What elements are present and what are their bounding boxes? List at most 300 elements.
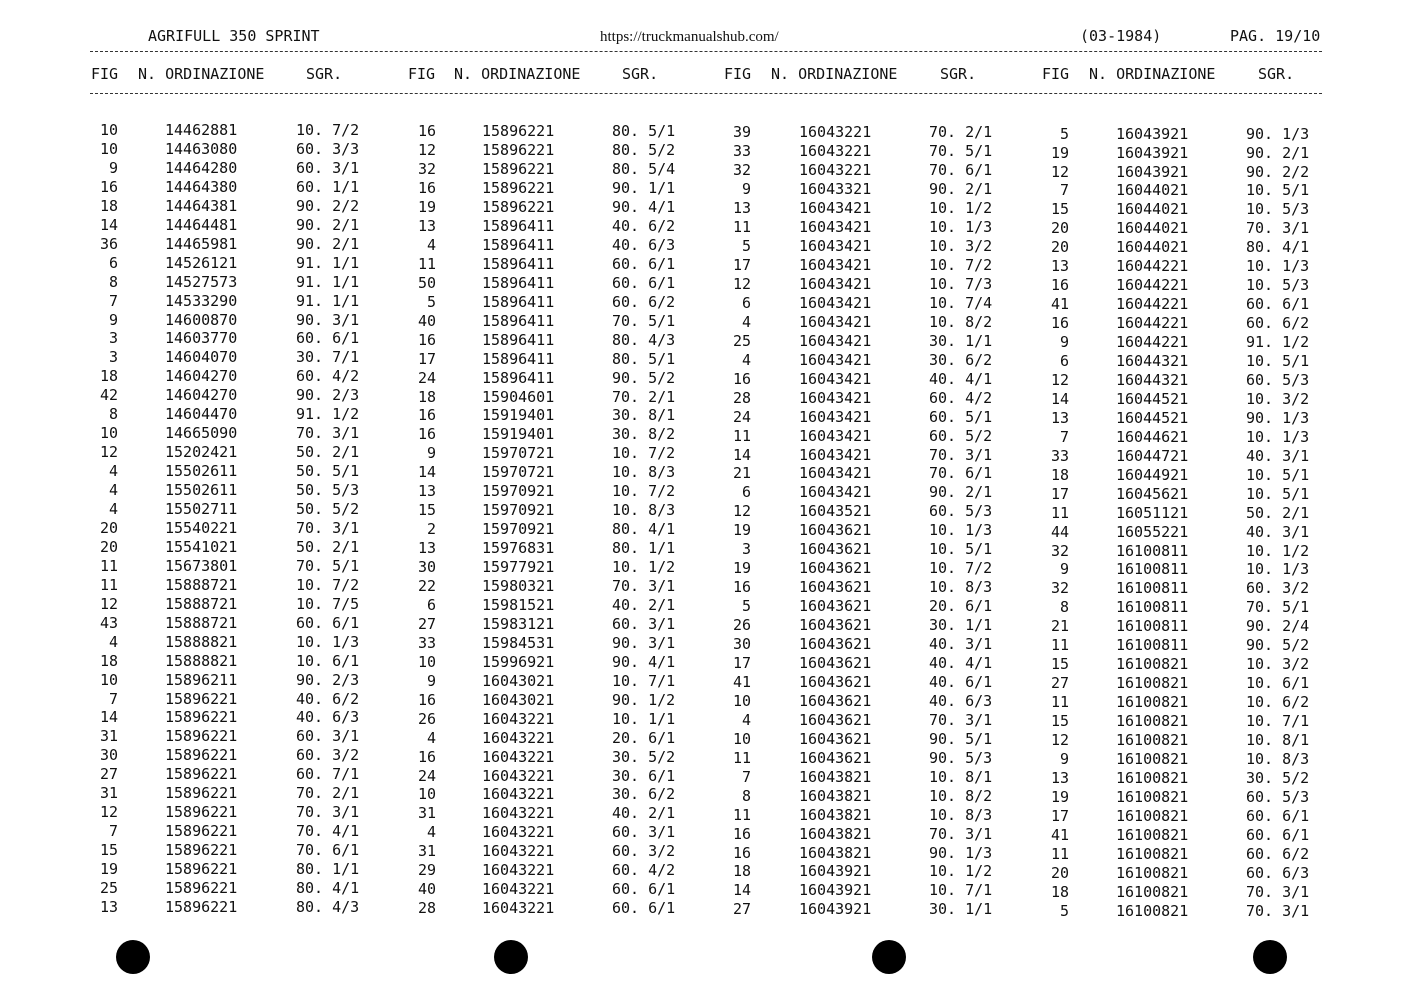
table-cell-fig: 4 (108, 500, 118, 518)
table-cell-fig: 13 (1050, 409, 1069, 427)
table-cell-order-number: 16100821 (1116, 769, 1189, 787)
table-cell-fig: 16 (732, 844, 751, 862)
table-cell-fig: 28 (417, 899, 436, 917)
table-cell-fig: 11 (1050, 504, 1069, 522)
table-cell-sgr: 90. 4/1 (612, 653, 676, 671)
table-cell-sgr: 10. 7/2 (296, 121, 360, 139)
table-cell-sgr: 10. 6/2 (1246, 693, 1310, 711)
table-cell-fig: 26 (417, 710, 436, 728)
table-cell-sgr: 10. 1/1 (612, 710, 676, 728)
table-cell-order-number: 14464380 (165, 178, 238, 196)
table-cell-order-number: 14665090 (165, 424, 238, 442)
table-cell-fig: 4 (741, 351, 751, 369)
table-cell-sgr: 10. 5/1 (1246, 485, 1310, 503)
table-cell-fig: 27 (1050, 674, 1069, 692)
table-cell-order-number: 16043421 (799, 408, 872, 426)
table-cell-order-number: 15970721 (482, 444, 555, 462)
table-cell-fig: 19 (1050, 788, 1069, 806)
table-cell-sgr: 60. 3/1 (612, 823, 676, 841)
table-cell-sgr: 30. 1/1 (929, 332, 993, 350)
table-cell-sgr: 90. 4/1 (612, 198, 676, 216)
table-cell-order-number: 16043321 (799, 180, 872, 198)
table-cell-fig: 12 (732, 275, 751, 293)
table-cell-fig: 9 (108, 159, 118, 177)
table-cell-order-number: 16100821 (1116, 655, 1189, 673)
table-cell-fig: 11 (732, 427, 751, 445)
table-cell-fig: 18 (1050, 883, 1069, 901)
table-cell-fig: 9 (1059, 560, 1069, 578)
table-cell-sgr: 70. 3/1 (929, 825, 993, 843)
table-cell-fig: 20 (1050, 864, 1069, 882)
table-cell-sgr: 30. 6/2 (612, 785, 676, 803)
table-cell-order-number: 16043421 (799, 237, 872, 255)
table-cell-sgr: 70. 2/1 (929, 123, 993, 141)
table-cell-order-number: 16044221 (1116, 333, 1189, 351)
table-cell-fig: 17 (417, 350, 436, 368)
table-cell-order-number: 15976831 (482, 539, 555, 557)
table-cell-order-number: 15888721 (165, 614, 238, 632)
table-cell-order-number: 15977921 (482, 558, 555, 576)
table-cell-fig: 19 (732, 521, 751, 539)
table-cell-fig: 26 (732, 616, 751, 634)
table-cell-order-number: 16043221 (482, 804, 555, 822)
table-cell-sgr: 40. 3/1 (1246, 523, 1310, 541)
table-cell-sgr: 90. 5/2 (1246, 636, 1310, 654)
column-header-order-number: N. ORDINAZIONE (454, 65, 581, 83)
table-cell-sgr: 10. 1/2 (1246, 542, 1310, 560)
table-cell-sgr: 91. 1/1 (296, 254, 360, 272)
table-cell-sgr: 90. 2/1 (929, 180, 993, 198)
table-cell-sgr: 40. 6/1 (929, 673, 993, 691)
table-cell-sgr: 90. 2/1 (1246, 144, 1310, 162)
column-header-order-number: N. ORDINAZIONE (1089, 65, 1216, 83)
table-cell-fig: 4 (426, 729, 436, 747)
table-cell-fig: 14 (732, 881, 751, 899)
table-cell-sgr: 60. 5/1 (929, 408, 993, 426)
table-cell-sgr: 70. 5/1 (296, 557, 360, 575)
table-cell-order-number: 14464280 (165, 159, 238, 177)
table-cell-fig: 16 (417, 406, 436, 424)
table-cell-fig: 36 (99, 235, 118, 253)
table-cell-fig: 12 (1050, 371, 1069, 389)
table-cell-fig: 12 (732, 502, 751, 520)
table-cell-fig: 16 (1050, 314, 1069, 332)
table-cell-sgr: 90. 5/1 (929, 730, 993, 748)
table-cell-order-number: 16044221 (1116, 314, 1189, 332)
table-cell-order-number: 16044921 (1116, 466, 1189, 484)
table-cell-sgr: 30. 6/1 (612, 767, 676, 785)
table-cell-sgr: 70. 3/1 (296, 803, 360, 821)
table-cell-fig: 32 (1050, 579, 1069, 597)
table-cell-sgr: 10. 1/3 (1246, 257, 1310, 275)
table-cell-sgr: 60. 6/1 (1246, 807, 1310, 825)
table-cell-sgr: 90. 2/2 (296, 197, 360, 215)
table-cell-order-number: 16055221 (1116, 523, 1189, 541)
table-cell-sgr: 91. 1/1 (296, 273, 360, 291)
table-cell-order-number: 16043421 (799, 275, 872, 293)
table-cell-fig: 12 (99, 443, 118, 461)
table-cell-sgr: 10. 1/2 (929, 199, 993, 217)
table-cell-order-number: 15904601 (482, 388, 555, 406)
table-cell-order-number: 16043421 (799, 332, 872, 350)
table-cell-order-number: 16100811 (1116, 579, 1189, 597)
table-cell-sgr: 50. 5/3 (296, 481, 360, 499)
table-cell-order-number: 15502711 (165, 500, 238, 518)
table-cell-fig: 9 (426, 444, 436, 462)
table-cell-sgr: 70. 5/1 (612, 312, 676, 330)
table-cell-order-number: 16043921 (1116, 163, 1189, 181)
table-cell-order-number: 15896221 (165, 784, 238, 802)
table-cell-sgr: 40. 6/2 (612, 217, 676, 235)
table-cell-sgr: 91. 1/2 (1246, 333, 1310, 351)
table-cell-order-number: 16044021 (1116, 181, 1189, 199)
table-cell-sgr: 80. 1/1 (612, 539, 676, 557)
table-cell-fig: 11 (1050, 845, 1069, 863)
table-cell-order-number: 16043821 (799, 787, 872, 805)
table-cell-fig: 11 (732, 749, 751, 767)
table-cell-sgr: 30. 5/2 (612, 748, 676, 766)
table-cell-order-number: 16043621 (799, 578, 872, 596)
table-cell-fig: 18 (99, 197, 118, 215)
table-cell-sgr: 60. 6/2 (1246, 845, 1310, 863)
table-cell-fig: 8 (108, 405, 118, 423)
table-cell-sgr: 60. 6/1 (612, 255, 676, 273)
table-cell-fig: 4 (108, 462, 118, 480)
table-cell-fig: 32 (1050, 542, 1069, 560)
table-cell-order-number: 15888821 (165, 652, 238, 670)
table-cell-sgr: 10. 5/3 (1246, 200, 1310, 218)
table-cell-fig: 7 (1059, 181, 1069, 199)
table-cell-fig: 16 (417, 179, 436, 197)
table-cell-fig: 9 (741, 180, 751, 198)
table-cell-order-number: 16043621 (799, 521, 872, 539)
table-cell-order-number: 16043421 (799, 256, 872, 274)
table-cell-sgr: 40. 3/1 (929, 635, 993, 653)
table-cell-order-number: 15896221 (482, 141, 555, 159)
table-cell-sgr: 90. 3/1 (296, 311, 360, 329)
table-cell-fig: 18 (99, 652, 118, 670)
table-cell-order-number: 16043221 (482, 899, 555, 917)
table-cell-sgr: 60. 6/1 (1246, 295, 1310, 313)
table-cell-sgr: 80. 4/1 (612, 520, 676, 538)
table-cell-order-number: 15896411 (482, 331, 555, 349)
table-cell-sgr: 70. 3/1 (929, 446, 993, 464)
table-cell-fig: 30 (417, 558, 436, 576)
table-cell-order-number: 16044521 (1116, 390, 1189, 408)
table-cell-sgr: 80. 1/1 (296, 860, 360, 878)
table-cell-order-number: 16043921 (1116, 144, 1189, 162)
table-cell-order-number: 16044621 (1116, 428, 1189, 446)
table-cell-fig: 19 (417, 198, 436, 216)
table-cell-fig: 4 (108, 481, 118, 499)
table-cell-sgr: 70. 2/1 (296, 784, 360, 802)
table-cell-fig: 19 (732, 559, 751, 577)
table-cell-fig: 12 (99, 595, 118, 613)
table-cell-order-number: 16100821 (1116, 883, 1189, 901)
table-cell-sgr: 90. 2/2 (1246, 163, 1310, 181)
table-cell-order-number: 14604070 (165, 348, 238, 366)
binder-hole (1253, 940, 1287, 974)
table-cell-fig: 27 (99, 765, 118, 783)
table-cell-fig: 14 (99, 216, 118, 234)
table-cell-fig: 14 (1050, 390, 1069, 408)
table-cell-fig: 20 (1050, 219, 1069, 237)
table-cell-sgr: 20. 6/1 (612, 729, 676, 747)
table-cell-order-number: 16100821 (1116, 712, 1189, 730)
table-cell-order-number: 15896221 (165, 879, 238, 897)
table-cell-order-number: 15896221 (165, 860, 238, 878)
table-cell-order-number: 16100821 (1116, 788, 1189, 806)
table-cell-sgr: 10. 7/2 (929, 559, 993, 577)
table-cell-order-number: 16043221 (482, 842, 555, 860)
table-cell-sgr: 60. 1/1 (296, 178, 360, 196)
table-cell-fig: 18 (99, 367, 118, 385)
table-cell-fig: 13 (417, 217, 436, 235)
table-cell-fig: 24 (417, 369, 436, 387)
table-cell-sgr: 90. 2/4 (1246, 617, 1310, 635)
table-cell-sgr: 90. 2/1 (296, 235, 360, 253)
binder-hole (872, 940, 906, 974)
table-cell-order-number: 14604470 (165, 405, 238, 423)
table-cell-fig: 41 (1050, 295, 1069, 313)
table-cell-fig: 19 (1050, 144, 1069, 162)
table-cell-fig: 2 (426, 520, 436, 538)
table-cell-order-number: 15980321 (482, 577, 555, 595)
table-cell-order-number: 15896221 (165, 841, 238, 859)
table-cell-fig: 16 (732, 825, 751, 843)
table-cell-order-number: 15996921 (482, 653, 555, 671)
table-cell-fig: 17 (1050, 807, 1069, 825)
table-cell-order-number: 16044221 (1116, 295, 1189, 313)
table-cell-order-number: 15896411 (482, 350, 555, 368)
table-cell-sgr: 10. 5/3 (1246, 276, 1310, 294)
table-cell-fig: 14 (99, 708, 118, 726)
table-cell-fig: 10 (417, 785, 436, 803)
table-cell-sgr: 10. 8/1 (1246, 731, 1310, 749)
table-cell-order-number: 16100811 (1116, 636, 1189, 654)
table-cell-fig: 8 (1059, 598, 1069, 616)
column-header-sgr: SGR. (1258, 65, 1295, 83)
table-cell-fig: 43 (99, 614, 118, 632)
table-cell-fig: 9 (1059, 750, 1069, 768)
column-header-sgr: SGR. (622, 65, 659, 83)
table-cell-order-number: 16043421 (799, 351, 872, 369)
table-cell-fig: 16 (417, 748, 436, 766)
binder-hole (116, 940, 150, 974)
table-cell-sgr: 30. 5/2 (1246, 769, 1310, 787)
table-cell-fig: 20 (99, 538, 118, 556)
table-cell-order-number: 15896411 (482, 369, 555, 387)
table-cell-fig: 16 (417, 331, 436, 349)
table-cell-order-number: 16100811 (1116, 617, 1189, 635)
table-cell-fig: 4 (741, 711, 751, 729)
table-cell-order-number: 16043221 (482, 861, 555, 879)
table-cell-sgr: 10. 3/2 (1246, 655, 1310, 673)
table-cell-fig: 15 (417, 501, 436, 519)
table-cell-order-number: 16043221 (482, 767, 555, 785)
table-cell-sgr: 60. 6/2 (1246, 314, 1310, 332)
table-cell-sgr: 10. 7/2 (296, 576, 360, 594)
table-cell-fig: 5 (426, 293, 436, 311)
table-cell-fig: 31 (99, 784, 118, 802)
table-cell-fig: 18 (417, 388, 436, 406)
table-cell-fig: 17 (732, 256, 751, 274)
table-cell-sgr: 60. 6/1 (296, 614, 360, 632)
table-cell-fig: 16 (732, 578, 751, 596)
table-cell-order-number: 16043421 (799, 427, 872, 445)
table-cell-order-number: 15896221 (165, 746, 238, 764)
table-cell-sgr: 90. 1/3 (929, 844, 993, 862)
table-cell-fig: 27 (417, 615, 436, 633)
table-cell-sgr: 60. 7/1 (296, 765, 360, 783)
table-cell-order-number: 16043921 (799, 881, 872, 899)
table-cell-fig: 10 (732, 730, 751, 748)
table-cell-fig: 16 (99, 178, 118, 196)
table-cell-sgr: 10. 7/2 (612, 482, 676, 500)
table-cell-fig: 31 (417, 804, 436, 822)
table-cell-sgr: 60. 6/1 (296, 329, 360, 347)
table-cell-fig: 11 (417, 255, 436, 273)
table-cell-sgr: 60. 3/2 (612, 842, 676, 860)
table-cell-sgr: 10. 7/2 (612, 444, 676, 462)
table-cell-sgr: 10. 5/1 (1246, 352, 1310, 370)
table-cell-order-number: 16100821 (1116, 864, 1189, 882)
table-cell-order-number: 16043221 (799, 142, 872, 160)
table-cell-fig: 9 (426, 672, 436, 690)
table-cell-fig: 21 (732, 464, 751, 482)
table-cell-fig: 6 (741, 483, 751, 501)
table-cell-fig: 12 (417, 141, 436, 159)
table-cell-order-number: 15970921 (482, 482, 555, 500)
table-cell-sgr: 60. 4/2 (929, 389, 993, 407)
table-cell-order-number: 16100821 (1116, 826, 1189, 844)
table-cell-sgr: 70. 2/1 (612, 388, 676, 406)
table-cell-order-number: 16044021 (1116, 238, 1189, 256)
table-cell-order-number: 16043621 (799, 559, 872, 577)
table-cell-sgr: 60. 3/1 (296, 727, 360, 745)
table-cell-fig: 4 (741, 313, 751, 331)
table-cell-sgr: 10. 7/2 (929, 256, 993, 274)
table-cell-fig: 11 (732, 806, 751, 824)
table-cell-order-number: 16043021 (482, 691, 555, 709)
table-cell-order-number: 14464381 (165, 197, 238, 215)
table-cell-sgr: 50. 5/2 (296, 500, 360, 518)
table-cell-order-number: 15981521 (482, 596, 555, 614)
table-cell-sgr: 10. 6/1 (296, 652, 360, 670)
table-cell-fig: 31 (417, 842, 436, 860)
table-cell-fig: 42 (99, 386, 118, 404)
table-cell-sgr: 10. 7/5 (296, 595, 360, 613)
table-cell-fig: 33 (417, 634, 436, 652)
binder-hole (494, 940, 528, 974)
table-cell-fig: 13 (1050, 769, 1069, 787)
table-cell-order-number: 16100811 (1116, 542, 1189, 560)
table-cell-sgr: 60. 3/2 (1246, 579, 1310, 597)
table-cell-sgr: 90. 2/1 (929, 483, 993, 501)
table-cell-order-number: 16043621 (799, 711, 872, 729)
table-cell-sgr: 60. 3/1 (612, 615, 676, 633)
table-cell-order-number: 16043421 (799, 218, 872, 236)
table-cell-fig: 3 (108, 348, 118, 366)
table-cell-sgr: 80. 4/1 (296, 879, 360, 897)
table-cell-order-number: 16043621 (799, 635, 872, 653)
table-cell-fig: 40 (417, 880, 436, 898)
table-cell-fig: 7 (108, 822, 118, 840)
table-cell-fig: 5 (1059, 125, 1069, 143)
table-cell-fig: 12 (99, 803, 118, 821)
table-cell-sgr: 10. 3/2 (929, 237, 993, 255)
table-cell-sgr: 80. 5/1 (612, 122, 676, 140)
table-cell-order-number: 15970721 (482, 463, 555, 481)
table-cell-order-number: 15896221 (482, 179, 555, 197)
table-cell-fig: 8 (741, 787, 751, 805)
table-cell-order-number: 16043421 (799, 446, 872, 464)
table-cell-fig: 12 (1050, 163, 1069, 181)
table-cell-order-number: 16043221 (482, 710, 555, 728)
table-cell-order-number: 16044721 (1116, 447, 1189, 465)
table-cell-order-number: 15984531 (482, 634, 555, 652)
table-cell-sgr: 90. 3/1 (612, 634, 676, 652)
table-cell-sgr: 60. 3/3 (296, 140, 360, 158)
table-cell-order-number: 16043221 (799, 123, 872, 141)
table-cell-sgr: 10. 5/1 (1246, 466, 1310, 484)
table-cell-sgr: 10. 1/3 (929, 521, 993, 539)
table-cell-order-number: 15896221 (165, 765, 238, 783)
table-cell-fig: 7 (108, 690, 118, 708)
table-cell-order-number: 16043221 (482, 785, 555, 803)
table-cell-sgr: 91. 1/1 (296, 292, 360, 310)
table-cell-order-number: 15970921 (482, 501, 555, 519)
table-cell-order-number: 16044321 (1116, 371, 1189, 389)
table-cell-fig: 13 (417, 539, 436, 557)
table-cell-fig: 27 (732, 900, 751, 918)
table-cell-fig: 9 (108, 311, 118, 329)
table-cell-order-number: 14462881 (165, 121, 238, 139)
table-cell-sgr: 90. 1/3 (1246, 409, 1310, 427)
table-cell-fig: 7 (1059, 428, 1069, 446)
table-cell-order-number: 16043521 (799, 502, 872, 520)
table-cell-fig: 10 (99, 121, 118, 139)
table-cell-sgr: 10. 7/4 (929, 294, 993, 312)
table-cell-fig: 25 (732, 332, 751, 350)
table-cell-fig: 24 (732, 408, 751, 426)
table-cell-sgr: 40. 3/1 (1246, 447, 1310, 465)
table-cell-order-number: 14463080 (165, 140, 238, 158)
table-cell-sgr: 10. 8/3 (612, 463, 676, 481)
table-cell-sgr: 60. 4/2 (612, 861, 676, 879)
table-cell-sgr: 10. 8/3 (612, 501, 676, 519)
table-cell-sgr: 60. 6/1 (1246, 826, 1310, 844)
table-cell-fig: 5 (741, 597, 751, 615)
table-cell-sgr: 10. 8/1 (929, 768, 993, 786)
table-cell-order-number: 16043821 (799, 768, 872, 786)
table-cell-fig: 9 (1059, 333, 1069, 351)
table-cell-sgr: 40. 6/3 (612, 236, 676, 254)
table-cell-sgr: 60. 5/3 (929, 502, 993, 520)
table-cell-fig: 13 (417, 482, 436, 500)
table-cell-order-number: 15888721 (165, 595, 238, 613)
table-cell-order-number: 16100821 (1116, 731, 1189, 749)
table-cell-sgr: 80. 4/3 (296, 898, 360, 916)
table-cell-fig: 6 (1059, 352, 1069, 370)
table-cell-fig: 16 (732, 370, 751, 388)
table-cell-order-number: 16043221 (482, 880, 555, 898)
table-cell-sgr: 10. 7/1 (612, 672, 676, 690)
table-cell-sgr: 10. 7/1 (929, 881, 993, 899)
table-cell-sgr: 90. 1/2 (612, 691, 676, 709)
table-cell-sgr: 60. 5/3 (1246, 371, 1310, 389)
table-cell-sgr: 91. 1/2 (296, 405, 360, 423)
